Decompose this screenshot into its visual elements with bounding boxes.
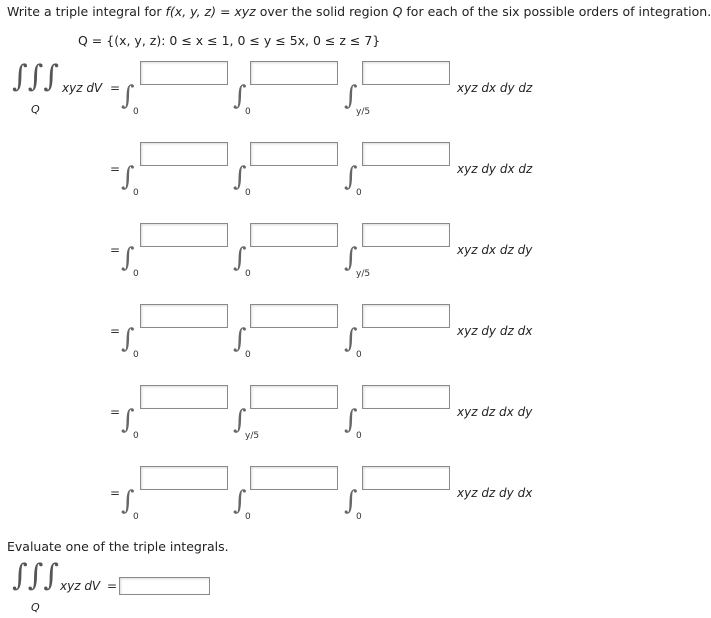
- lower-limit-label: 0: [245, 512, 251, 522]
- region-definition: Q = {(x, y, z): 0 ≤ x ≤ 1, 0 ≤ y ≤ 5x, 0 ≤ z ≤ 7}: [78, 33, 381, 48]
- upper-limit-input[interactable]: [250, 142, 338, 166]
- upper-limit-input[interactable]: [362, 142, 450, 166]
- upper-limit-input[interactable]: [140, 61, 228, 85]
- lower-limit-label: y/5: [356, 107, 371, 117]
- integral-sign: ∫: [233, 162, 247, 192]
- upper-limit-input[interactable]: [250, 385, 338, 409]
- integral-sign: ∫: [233, 486, 247, 516]
- upper-limit-input[interactable]: [362, 466, 450, 490]
- upper-limit-input[interactable]: [362, 304, 450, 328]
- integral-sign: ∫: [344, 405, 358, 435]
- row-equals: =: [110, 162, 121, 176]
- upper-limit-input[interactable]: [140, 304, 228, 328]
- lower-limit-label: 0: [245, 188, 251, 198]
- upper-limit-input[interactable]: [250, 61, 338, 85]
- integrand-differentials: xyz dx dy dz: [457, 81, 533, 95]
- triple-integral-region-label: Q: [31, 103, 40, 116]
- lower-limit-label: y/5: [245, 431, 260, 441]
- integral-sign: ∫: [121, 243, 135, 273]
- upper-limit-input[interactable]: [362, 385, 450, 409]
- integral-sign: ∫: [344, 324, 358, 354]
- lower-limit-label: 0: [245, 350, 251, 360]
- upper-limit-input[interactable]: [140, 385, 228, 409]
- integral-sign: ∫: [233, 324, 247, 354]
- evaluate-integrand: xyz dV: [60, 579, 101, 593]
- lower-limit-label: 0: [356, 350, 362, 360]
- upper-limit-input[interactable]: [362, 61, 450, 85]
- evaluate-answer-input[interactable]: [119, 577, 210, 595]
- integral-sign: ∫: [121, 324, 135, 354]
- lower-limit-label: 0: [356, 512, 362, 522]
- integral-sign: ∫: [121, 162, 135, 192]
- lower-limit-label: 0: [133, 107, 139, 117]
- triple-integral-equals: =: [110, 81, 121, 95]
- lower-limit-label: 0: [245, 107, 251, 117]
- row-equals: =: [110, 486, 121, 500]
- lower-limit-label: 0: [245, 269, 251, 279]
- upper-limit-input[interactable]: [250, 466, 338, 490]
- upper-limit-input[interactable]: [250, 304, 338, 328]
- integral-sign: ∫: [233, 243, 247, 273]
- integral-sign: ∫: [121, 486, 135, 516]
- integral-sign: ∫: [344, 486, 358, 516]
- integral-sign: ∫: [121, 81, 135, 111]
- question-text: Write a triple integral for f(x, y, z) = xyz over the solid region Q for each of the six possible orders of integration.: [7, 4, 711, 19]
- integrand-differentials: xyz dz dx dy: [457, 405, 533, 419]
- upper-limit-input[interactable]: [362, 223, 450, 247]
- lower-limit-label: 0: [133, 431, 139, 441]
- lower-limit-label: 0: [133, 350, 139, 360]
- evaluate-prompt: Evaluate one of the triple integrals.: [7, 539, 229, 554]
- lower-limit-label: 0: [133, 269, 139, 279]
- lower-limit-label: 0: [133, 188, 139, 198]
- evaluate-triple-integral-symbol: ∫∫∫: [12, 558, 59, 593]
- row-equals: =: [110, 324, 121, 338]
- integral-sign: ∫: [344, 162, 358, 192]
- integral-sign: ∫: [233, 81, 247, 111]
- lower-limit-label: 0: [133, 512, 139, 522]
- lower-limit-label: y/5: [356, 269, 371, 279]
- row-equals: =: [110, 405, 121, 419]
- integrand-differentials: xyz dy dz dx: [457, 324, 533, 338]
- integral-sign: ∫: [233, 405, 247, 435]
- integral-sign: ∫: [121, 405, 135, 435]
- integrand-differentials: xyz dz dy dx: [457, 486, 533, 500]
- upper-limit-input[interactable]: [140, 142, 228, 166]
- triple-integral-integrand: xyz dV: [62, 81, 103, 95]
- upper-limit-input[interactable]: [140, 466, 228, 490]
- integrand-differentials: xyz dy dx dz: [457, 162, 533, 176]
- integrand-differentials: xyz dx dz dy: [457, 243, 533, 257]
- row-equals: =: [110, 243, 121, 257]
- evaluate-equals: =: [107, 579, 118, 593]
- upper-limit-input[interactable]: [140, 223, 228, 247]
- lower-limit-label: 0: [356, 431, 362, 441]
- evaluate-region-label: Q: [31, 601, 40, 614]
- integral-sign: ∫: [344, 243, 358, 273]
- integral-sign: ∫: [344, 81, 358, 111]
- triple-integral-symbol: ∫∫∫: [12, 59, 59, 94]
- upper-limit-input[interactable]: [250, 223, 338, 247]
- lower-limit-label: 0: [356, 188, 362, 198]
